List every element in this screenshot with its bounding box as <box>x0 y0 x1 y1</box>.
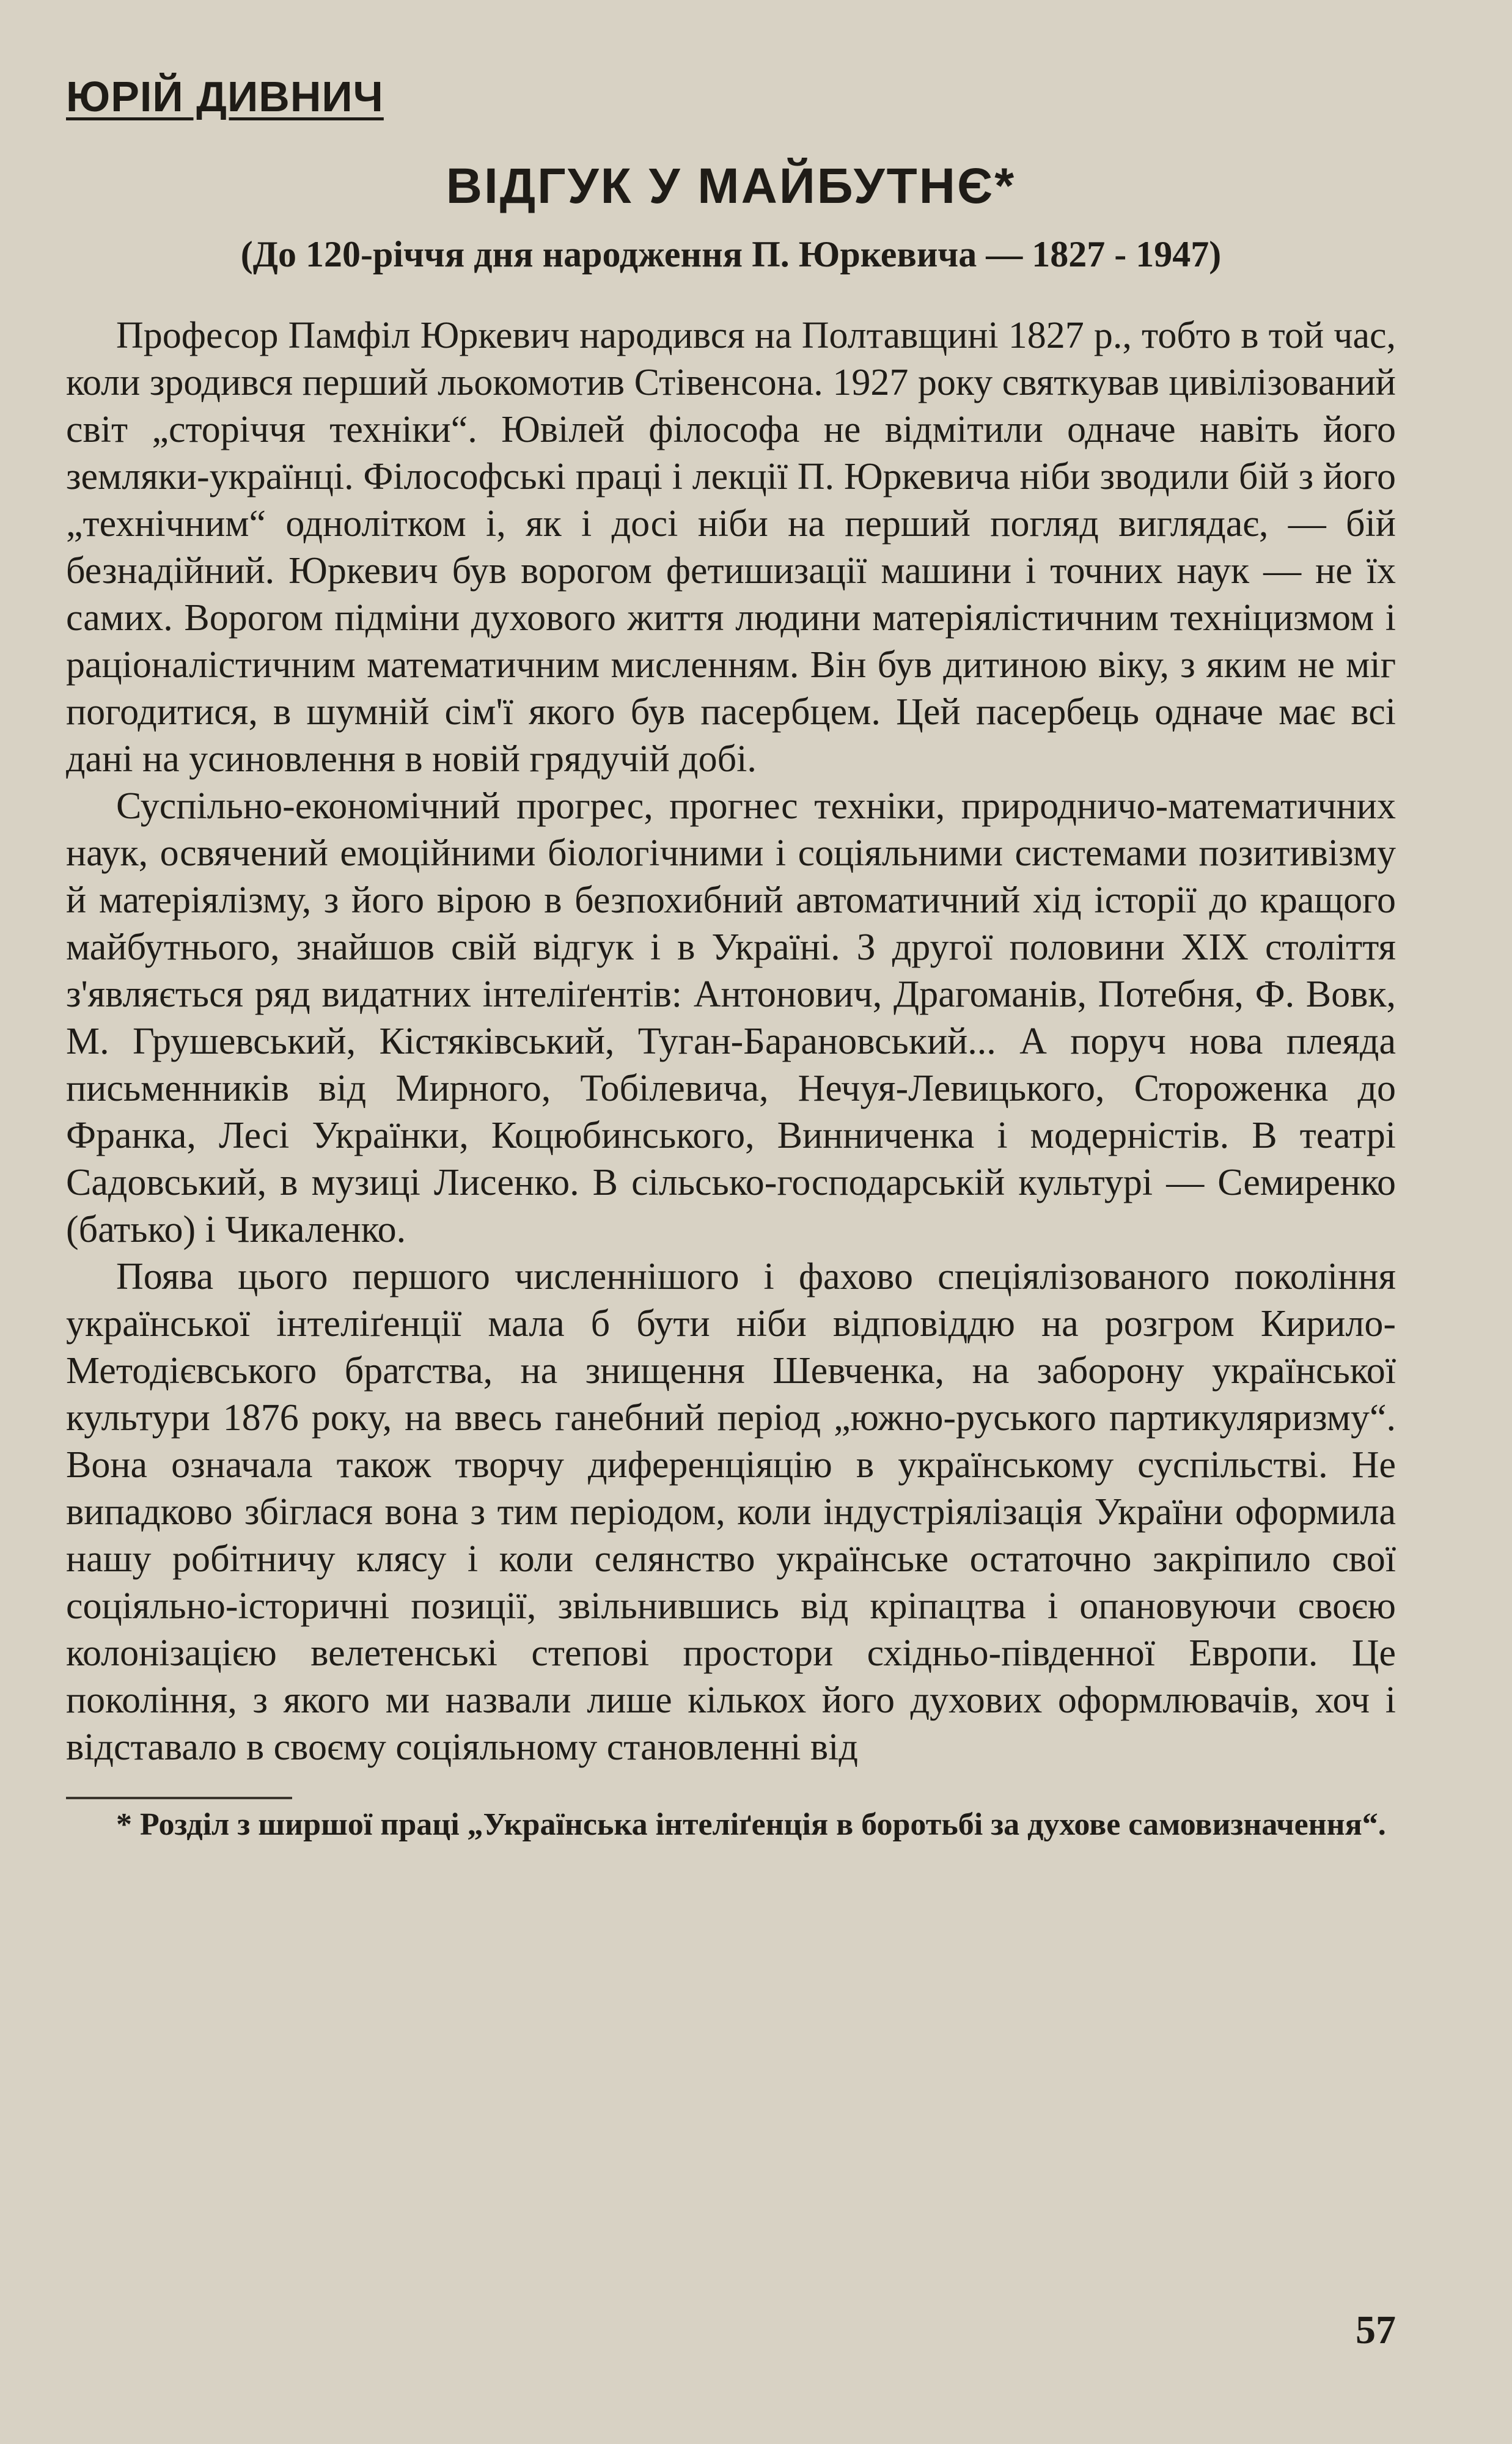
paragraph-2: Суспільно-економічний прогрес, прогнес техніки, природничо-математичних наук, освячений емоційними біологічними і соціяльними системами позитивізму й матеріялізму, з його вірою в безпохибний автоматичний хід історії до кращого майбутнього, знайшов свій відгук і в Україні. З другої половини XIX століття з'являється ряд видатних інтеліґентів: Антонович, Драгоманів, Потебня, Ф. Вовк, М. Грушевський, Кістяківський, Туган-Барановський... А поруч нова плеяда письменників від Мирного, Тобілевича, Нечуя-Левицького, Стороженка до Франка, Лесі Українки, Коцюбинського, Винниченка і модерністів. В театрі Садовський, в музиці Лисенко. В сільсько-господарській культурі — Семиренко (батько) і Чикаленко. <box>66 785 1396 1251</box>
page-number: 57 <box>1356 2308 1396 2352</box>
article-subtitle: (До 120-річчя дня народження П. Юркевича — 1827 - 1947) <box>240 234 1222 275</box>
footnote: * Розділ з ширшої праці „Українська інтеліґенція в боротьбі за духове самовизначення“. <box>116 1807 1386 1843</box>
footnote-separator <box>66 1797 292 1799</box>
author-name: ЮРІЙ ДИВНИЧ <box>66 73 384 120</box>
paragraph-3: Поява цього першого численнішого і фахово спеціялізованого покоління української інтеліґенції мала б бути ніби відповіддю на розгром Кирило-Методієвського братства, на знищення Шевченка, на заборону української культури 1876 року, на ввесь ганебний період „южно-руського партикуляризму“. Вона означала також творчу диференціяцію в українському суспільстві. Не випадково збіглася вона з тим періодом, коли індустріялізація України оформила нашу робітничу клясу і коли селянство українське остаточно закріпило свої соціяльно-історичні позиції, звільнившись від кріпацтва і опановуючи своєю колонізацією велетенські степові простори східньо-південної Европи. Це покоління, з якого ми назвали лише кількох його духових оформлювачів, хоч і відставало в своєму соціяльному становленні від <box>66 1256 1396 1769</box>
article-body <box>66 312 1396 1771</box>
article-title: ВІДГУК У МАЙБУТНЄ* <box>446 158 1016 214</box>
paragraph-1: Професор Памфіл Юркевич народився на Полтавщині 1827 р., тобто в той час, коли зродився перший льокомотив Стівенсона. 1927 року святкував цивілізований світ „сторіччя техніки“. Ювілей філософа не відмітили одначе навіть його земляки-українці. Філософські праці і лекції П. Юркевича ніби зводили бій з його „технічним“ однолітком і, як і досі ніби на перший погляд виглядає, — бій безнадійний. Юркевич був ворогом фетишизації машини і точних наук — не їх самих. Ворогом підміни духового життя людини матеріялістичним техніцизмом і раціоналістичним математичним мисленням. Він був дитиною віку, з яким не міг погодитися, в шумній сім'ї якого був пасербцем. Цей пасербець одначе має всі дані на усиновлення в новій грядучій добі. <box>66 315 1396 780</box>
